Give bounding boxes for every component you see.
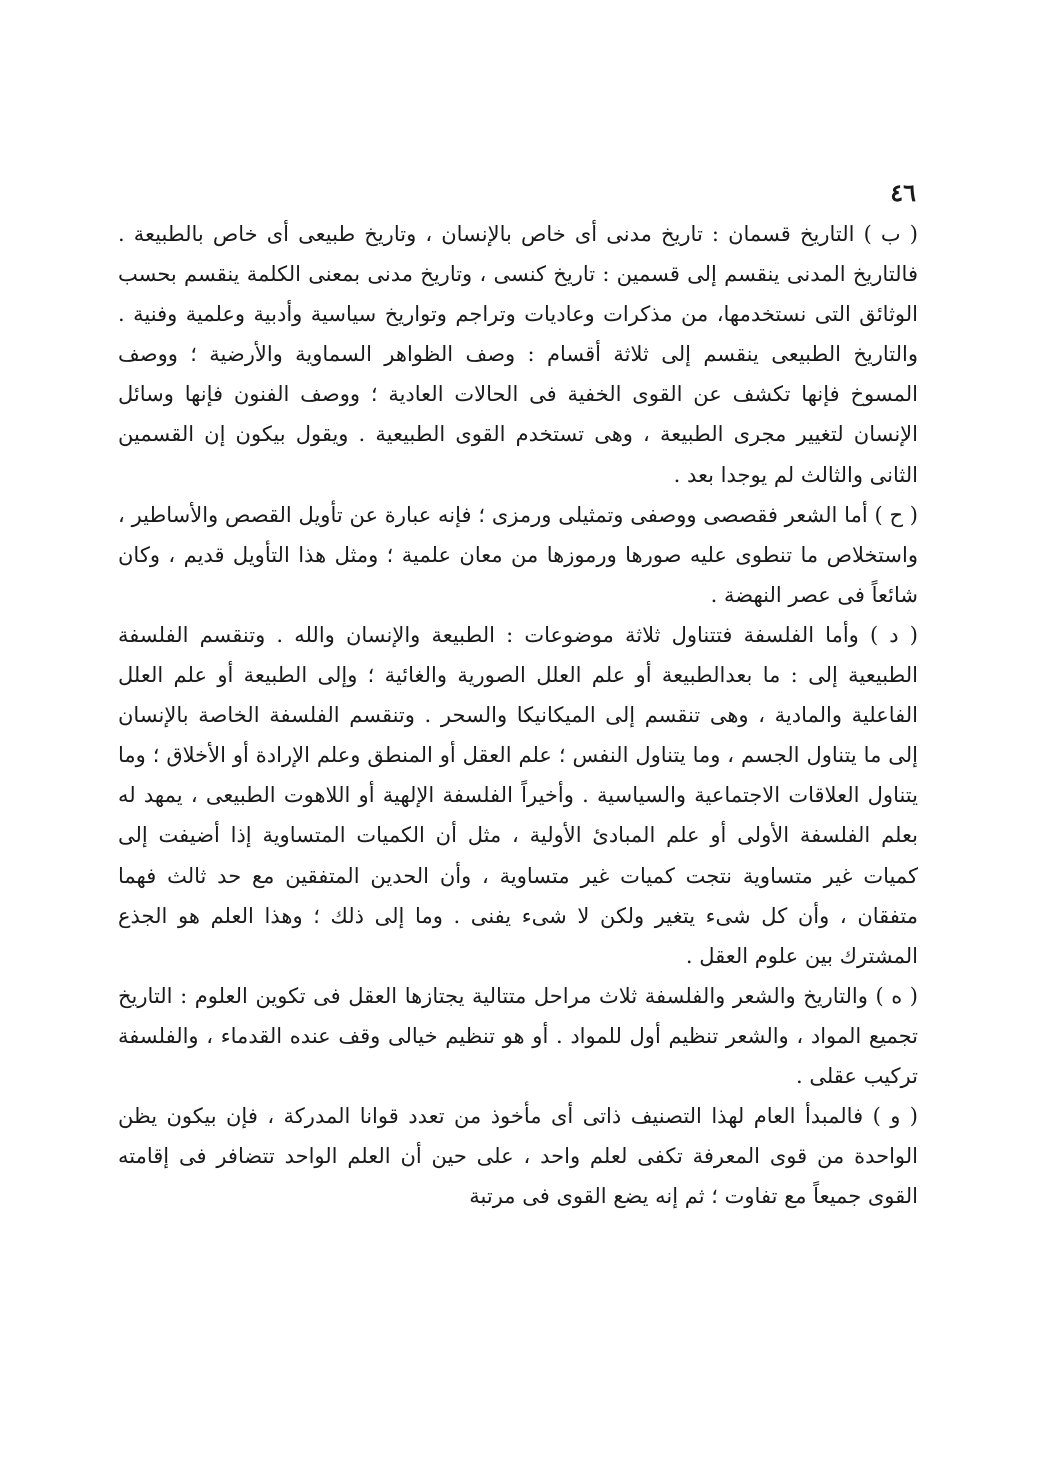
paragraph-b: ( ب ) التاريخ قسمان : تاريخ مدنى أى خاص بالإنسان ، وتاريخ طبيعى أى خاص بالطبيعة . فالتاريخ المدنى ينقسم إلى قسمين : تاريخ كنسى ، وتاريخ مدنى بمعنى الكلمة ينقسم بحسب الوثائق التى نستخدمها، من مذكرات وعاديات وتراجم وتواريخ سياسية وأدبية وعلمية وفنية . والتاريخ الطبيعى ينقسم إلى ثلاثة أقسام : وصف الظواهر السماوية والأرضية ؛ ووصف المسوخ فإنها تكشف عن القوى الخفية فى الحالات العادية ؛ ووصف الفنون فإنها وسائل الإنسان لتغيير مجرى الطبيعة ، وهى تستخدم القوى الطبيعية . ويقول بيكون إن القسمين الثانى والثالث لم يوجدا بعد . — [118, 222, 919, 487]
page-number: ٤٦ — [890, 178, 916, 207]
paragraph-e: ( ه ) والتاريخ والشعر والفلسفة ثلاث مراحل متتالية يجتازها العقل فى تكوين العلوم : التاريخ تجميع المواد ، والشعر تنظيم أول للمواد . أو هو تنظيم خيالى وقف عنده القدماء ، والفلسفة تركيب عقلى . — [118, 983, 918, 1088]
paragraph-d: ( د ) وأما الفلسفة فتتناول ثلاثة موضوعات : الطبيعة والإنسان والله . وتنقسم الفلسفة الطبيعية إلى : ما بعدالطبيعة أو علم العلل الصورية والغائية ؛ وإلى الطبيعة أو علم العلل الفاعلية والمادية ، وهى تنقسم إلى الميكانيكا والسحر . وتنقسم الفلسفة الخاصة بالإنسان إلى ما يتناول الجسم ، وما يتناول النفس ؛ علم العقل أو المنطق وعلم الإرادة أو الأخلاق ؛ وما يتناول العلاقات الاجتماعية والسياسية . وأخيراً الفلسفة الإلهية أو اللاهوت الطبيعى ، يمهد له بعلم الفلسفة الأولى أو علم المبادئ الأولية ، مثل أن الكميات المتساوية إذا أضيفت إلى كميات غير متساوية نتجت كميات غير متساوية ، وأن الحدين المتفقين مع حد ثالث فهما متفقان ، وأن كل شىء يتغير ولكن لا شىء يفنى . وما إلى ذلك ؛ وهذا العلم هو الجذع المشترك بين علوم العقل . — [118, 622, 918, 968]
paragraph-h: ( ح ) أما الشعر فقصصى ووصفى وتمثيلى ورمزى ؛ فإنه عبارة عن تأويل القصص والأساطير ، واستخلاص ما تنطوى عليه صورها ورموزها من معان علمية ؛ ومثل هذا التأويل قديم ، وكان شائعاً فى عصر النهضة . — [118, 502, 918, 607]
body-text — [118, 214, 918, 1216]
paragraph-w: ( و ) فالمبدأ العام لهذا التصنيف ذاتى أى مأخوذ من تعدد قوانا المدركة ، فإن بيكون يظن الواحدة من قوى المعرفة تكفى لعلم واحد ، على حين أن العلم الواحد تتضافر فى إقامته القوى جميعاً مع تفاوت ؛ ثم إنه يضع القوى فى مرتبة — [118, 1104, 918, 1209]
